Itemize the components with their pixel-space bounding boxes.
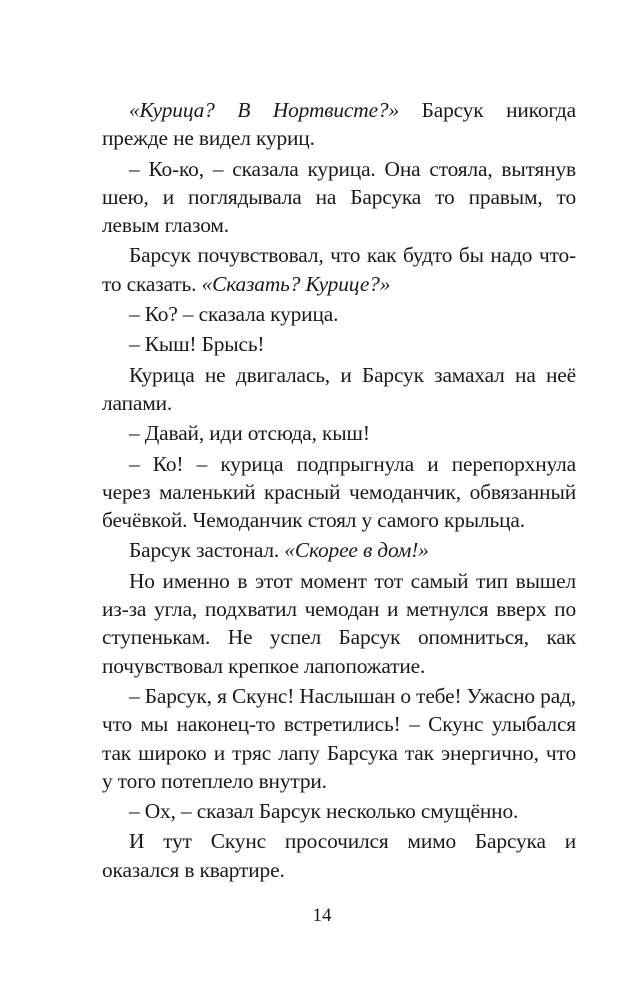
paragraph (102, 300, 576, 328)
paragraph (102, 330, 576, 358)
text-run: – Давай, иди отсюда, кыш! (129, 421, 370, 446)
italic-text: «Сказать? Курице?» (201, 271, 391, 296)
text-run: – Ох, – сказал Барсук несколько смущённо. (129, 799, 519, 824)
text-run: Но именно в этот момент тот самый тип вышел из-за угла, подхватил чемодан и метнулся вверх по ступенькам. Не успел Барсук опомниться, как почувствовал крепкое лапопожатие. (102, 568, 576, 678)
text-run: – Ко? – сказала курица. (129, 302, 339, 327)
italic-text: «Скорее в дом!» (284, 538, 429, 563)
text-run: Барсук никогда прежде не видел куриц. (102, 98, 576, 151)
paragraph (102, 682, 576, 795)
paragraph (102, 155, 576, 240)
text-run: – Барсук, я Скунс! Наслышан о тебе! Ужасно рад, что мы наконец-то встретились! – Скунс улыбался так широко и тряс лапу Барсука так энергично, что у того потеплело внутри. (102, 683, 576, 793)
italic-text: «Курица? В Нортвисте?» (129, 98, 399, 122)
paragraph (102, 241, 576, 298)
text-run: Курица не двигалась, и Барсук замахал на неё лапами. (102, 362, 576, 415)
paragraph (102, 567, 576, 680)
text-run: И тут Скунс просочился мимо Барсука и оказался в квартире. (102, 829, 576, 882)
text-run: Барсук застонал. (129, 538, 285, 563)
paragraph (102, 450, 576, 535)
text-run: – Кыш! Брысь! (129, 332, 265, 357)
paragraph (102, 536, 576, 564)
paragraph (102, 827, 576, 884)
paragraph (102, 96, 576, 153)
text-run: Барсук почувствовал, что как будто бы надо что-то сказать. (102, 243, 576, 296)
paragraph (102, 797, 576, 825)
text-run: – Ко-ко, – сказала курица. Она стояла, вытянув шею, и поглядывала на Барсука то правым, то левым глазом. (102, 156, 576, 238)
text-run: – Ко! – курица подпрыгнула и перепорхнула через маленький красный чемоданчик, обвязанный бечёвкой. Чемоданчик стоял у самого крыльца. (102, 451, 576, 533)
page-number: 14 (312, 905, 332, 926)
body-text (102, 96, 576, 886)
paragraph (102, 419, 576, 447)
paragraph (102, 361, 576, 418)
